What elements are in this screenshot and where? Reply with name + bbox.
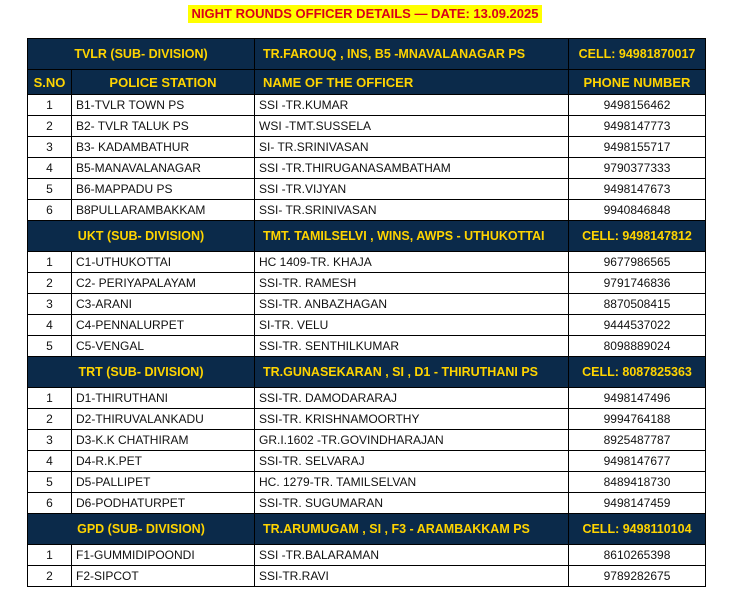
cell-phone: 9498147459 <box>569 493 706 514</box>
cell-officer: HC 1409-TR. KHAJA <box>255 252 569 273</box>
cell-phone: 9790377333 <box>569 158 706 179</box>
cell-sno: 5 <box>28 472 72 493</box>
table-row <box>28 430 706 451</box>
table-row <box>28 451 706 472</box>
table-row <box>28 200 706 221</box>
table-row <box>28 388 706 409</box>
cell-sno: 2 <box>28 409 72 430</box>
cell-officer: SSI-TR. SELVARAJ <box>255 451 569 472</box>
table-row <box>28 493 706 514</box>
cell-officer: SSI-TR. SENTHILKUMAR <box>255 336 569 357</box>
division-officer: TMT. TAMILSELVI , WINS, AWPS - UTHUKOTTAI <box>255 221 569 252</box>
cell-station: C2- PERIYAPALAYAM <box>72 273 255 294</box>
cell-phone: 9498147773 <box>569 116 706 137</box>
table-row <box>28 566 706 587</box>
cell-sno: 3 <box>28 294 72 315</box>
cell-station: D2-THIRUVALANKADU <box>72 409 255 430</box>
cell-station: F2-SIPCOT <box>72 566 255 587</box>
table-row <box>28 137 706 158</box>
cell-officer: GR.I.1602 -TR.GOVINDHARAJAN <box>255 430 569 451</box>
division-officer: TR.GUNASEKARAN , SI , D1 - THIRUTHANI PS <box>255 357 569 388</box>
cell-station: D6-PODHATURPET <box>72 493 255 514</box>
cell-officer: SI- TR.SRINIVASAN <box>255 137 569 158</box>
cell-officer: SSI-TR. ANBAZHAGAN <box>255 294 569 315</box>
cell-sno: 5 <box>28 336 72 357</box>
cell-officer: SSI -TR.THIRUGANASAMBATHAM <box>255 158 569 179</box>
cell-sno: 1 <box>28 95 72 116</box>
cell-phone: 9498147673 <box>569 179 706 200</box>
cell-station: D3-K.K CHATHIRAM <box>72 430 255 451</box>
cell-officer: SSI -TR.KUMAR <box>255 95 569 116</box>
division-cell: CELL: 8087825363 <box>569 357 706 388</box>
cell-sno: 6 <box>28 493 72 514</box>
cell-phone: 8098889024 <box>569 336 706 357</box>
cell-phone: 8610265398 <box>569 545 706 566</box>
cell-station: C1-UTHUKOTTAI <box>72 252 255 273</box>
cell-sno: 6 <box>28 200 72 221</box>
page-title: NIGHT ROUNDS OFFICER DETAILS — DATE: 13.09.2025 <box>188 5 543 23</box>
division-name: GPD (SUB- DIVISION) <box>28 514 255 545</box>
division-header-row <box>28 39 706 70</box>
division-cell: CELL: 9498110104 <box>569 514 706 545</box>
table-row <box>28 545 706 566</box>
officer-table <box>27 38 706 587</box>
cell-sno: 2 <box>28 116 72 137</box>
cell-officer: SSI-TR.RAVI <box>255 566 569 587</box>
division-cell: CELL: 9498147812 <box>569 221 706 252</box>
cell-sno: 2 <box>28 566 72 587</box>
cell-phone: 9994764188 <box>569 409 706 430</box>
cell-phone: 8870508415 <box>569 294 706 315</box>
cell-station: B3- KADAMBATHUR <box>72 137 255 158</box>
cell-sno: 5 <box>28 179 72 200</box>
division-header-row <box>28 514 706 545</box>
cell-phone: 9789282675 <box>569 566 706 587</box>
division-officer: TR.FAROUQ , INS, B5 -MNAVALANAGAR PS <box>255 39 569 70</box>
table-row <box>28 294 706 315</box>
cell-station: C5-VENGAL <box>72 336 255 357</box>
table-row <box>28 179 706 200</box>
column-header-row <box>28 70 706 95</box>
table-row <box>28 116 706 137</box>
cell-station: C4-PENNALURPET <box>72 315 255 336</box>
division-name: TRT (SUB- DIVISION) <box>28 357 255 388</box>
cell-station: B8PULLARAMBAKKAM <box>72 200 255 221</box>
cell-sno: 1 <box>28 388 72 409</box>
table-row <box>28 409 706 430</box>
cell-sno: 2 <box>28 273 72 294</box>
cell-sno: 4 <box>28 451 72 472</box>
cell-station: D5-PALLIPET <box>72 472 255 493</box>
cell-phone: 9677986565 <box>569 252 706 273</box>
table-row <box>28 315 706 336</box>
cell-station: C3-ARANI <box>72 294 255 315</box>
cell-station: B1-TVLR TOWN PS <box>72 95 255 116</box>
cell-station: B6-MAPPADU PS <box>72 179 255 200</box>
cell-phone: 8489418730 <box>569 472 706 493</box>
header-station: POLICE STATION <box>72 70 255 95</box>
division-officer: TR.ARUMUGAM , SI , F3 - ARAMBAKKAM PS <box>255 514 569 545</box>
cell-officer: SSI- TR.SRINIVASAN <box>255 200 569 221</box>
cell-officer: HC. 1279-TR. TAMILSELVAN <box>255 472 569 493</box>
cell-officer: SSI -TR.BALARAMAN <box>255 545 569 566</box>
cell-station: D4-R.K.PET <box>72 451 255 472</box>
cell-sno: 3 <box>28 137 72 158</box>
cell-sno: 4 <box>28 315 72 336</box>
cell-station: D1-THIRUTHANI <box>72 388 255 409</box>
cell-phone: 9791746836 <box>569 273 706 294</box>
cell-officer: SSI-TR. DAMODARARAJ <box>255 388 569 409</box>
division-name: UKT (SUB- DIVISION) <box>28 221 255 252</box>
cell-station: B5-MANAVALANAGAR <box>72 158 255 179</box>
division-header-row <box>28 221 706 252</box>
header-sno: S.NO <box>28 70 72 95</box>
table-row <box>28 472 706 493</box>
cell-station: F1-GUMMIDIPOONDI <box>72 545 255 566</box>
cell-phone: 9498155717 <box>569 137 706 158</box>
cell-phone: 9498147496 <box>569 388 706 409</box>
cell-sno: 1 <box>28 252 72 273</box>
cell-officer: SSI-TR. SUGUMARAN <box>255 493 569 514</box>
division-cell: CELL: 94981870017 <box>569 39 706 70</box>
table-row <box>28 158 706 179</box>
cell-station: B2- TVLR TALUK PS <box>72 116 255 137</box>
table-row <box>28 95 706 116</box>
cell-sno: 1 <box>28 545 72 566</box>
division-name: TVLR (SUB- DIVISION) <box>28 39 255 70</box>
table-row <box>28 273 706 294</box>
header-officer: NAME OF THE OFFICER <box>255 70 569 95</box>
cell-sno: 3 <box>28 430 72 451</box>
table-row <box>28 336 706 357</box>
cell-officer: SI-TR. VELU <box>255 315 569 336</box>
cell-officer: WSI -TMT.SUSSELA <box>255 116 569 137</box>
table-row <box>28 252 706 273</box>
cell-officer: SSI-TR. RAMESH <box>255 273 569 294</box>
cell-phone: 9498156462 <box>569 95 706 116</box>
cell-officer: SSI -TR.VIJYAN <box>255 179 569 200</box>
cell-phone: 9444537022 <box>569 315 706 336</box>
header-phone: PHONE NUMBER <box>569 70 706 95</box>
cell-officer: SSI-TR. KRISHNAMOORTHY <box>255 409 569 430</box>
cell-sno: 4 <box>28 158 72 179</box>
cell-phone: 9498147677 <box>569 451 706 472</box>
cell-phone: 9940846848 <box>569 200 706 221</box>
cell-phone: 8925487787 <box>569 430 706 451</box>
division-header-row <box>28 357 706 388</box>
